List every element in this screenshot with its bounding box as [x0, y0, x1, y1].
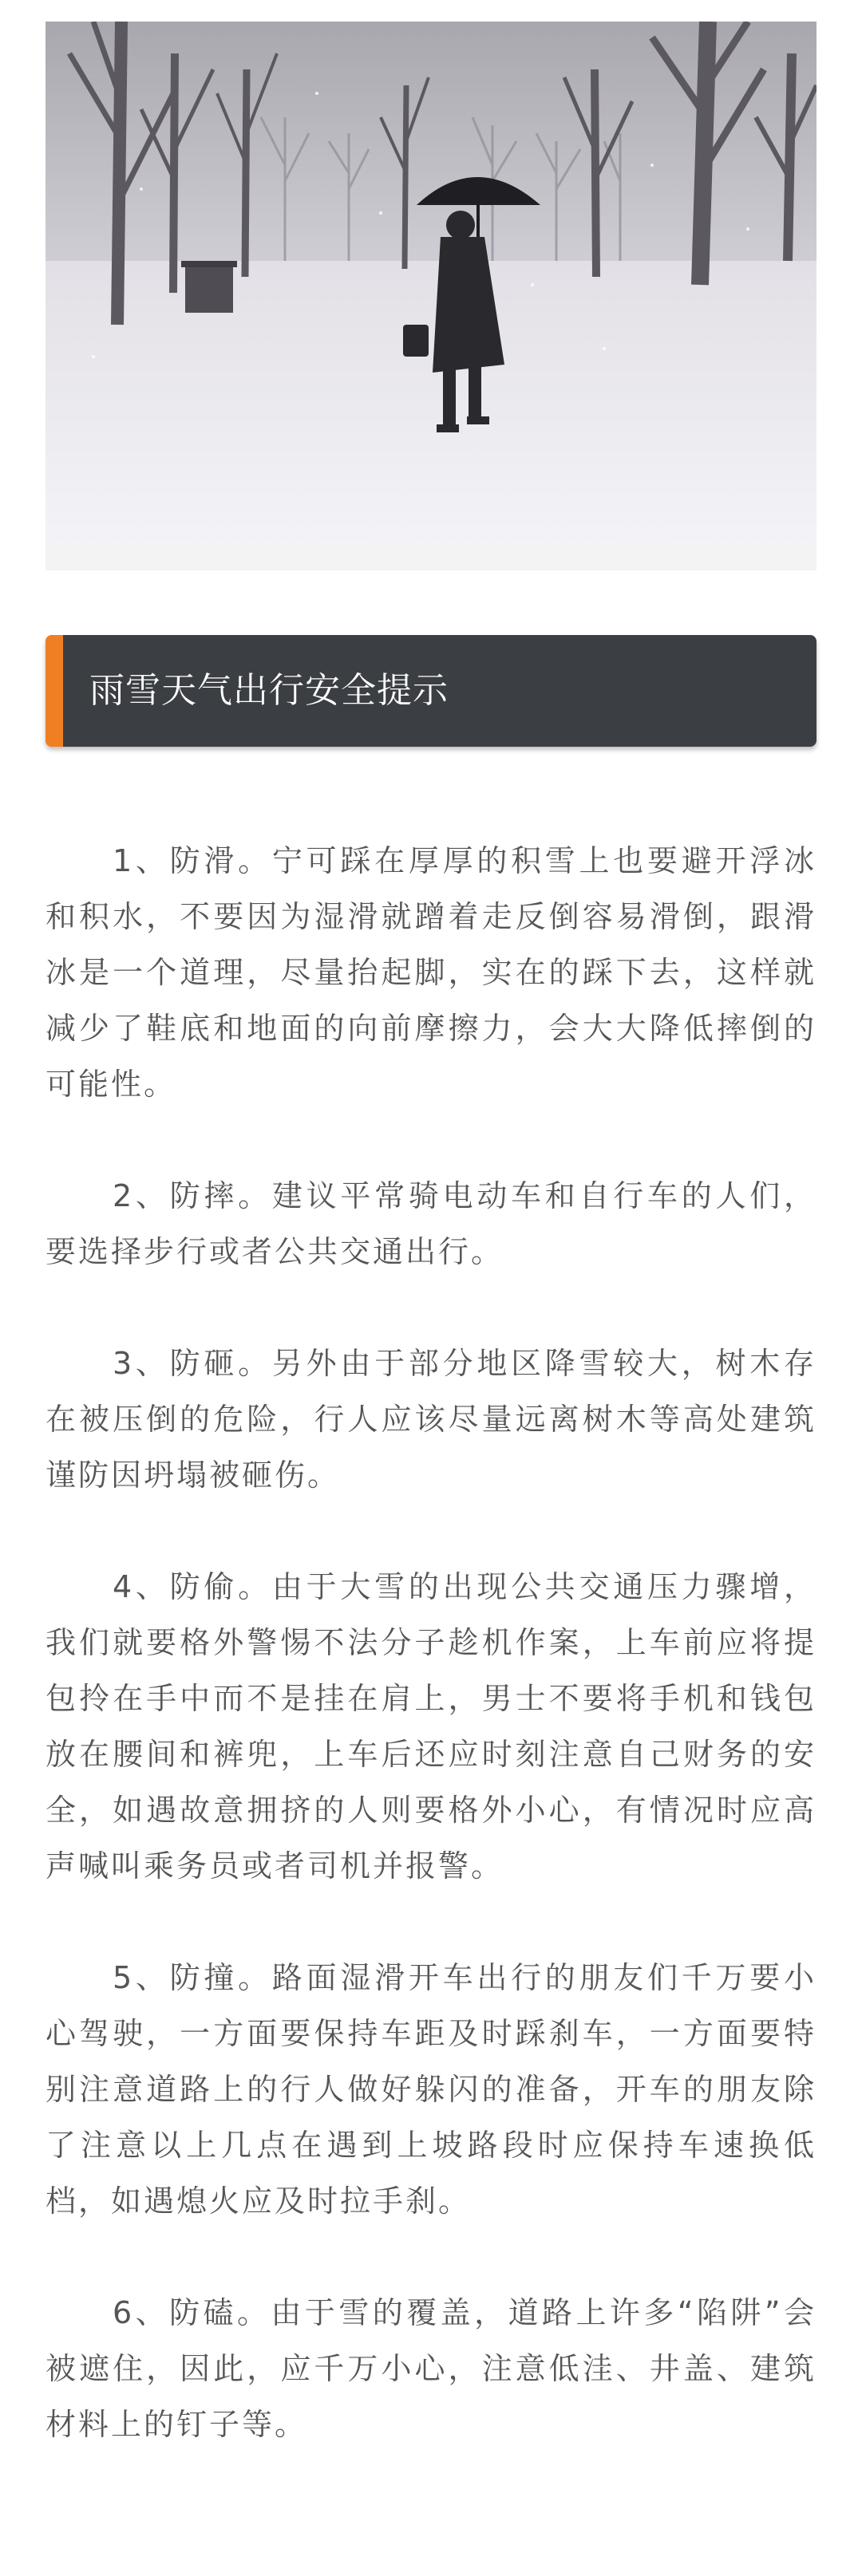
snow-scene-image [45, 22, 817, 546]
photo-caption-strip [45, 546, 817, 570]
hero-photo [45, 22, 817, 546]
section-title-bar [45, 635, 817, 747]
tip-paragraph-5: 5、防撞。路面湿滑开车出行的朋友们千万要小心驾驶，一方面要保持车距及时踩刹车，一方面要特别注意道路上的行人做好躲闪的准备，开车的朋友除了注意以上几点在遇到上坡路段时应保持车速换低档，如遇熄火应及时拉手刹。 [45, 1960, 817, 2219]
tip-paragraph-4: 4、防偷。由于大雪的出现公共交通压力骤增，我们就要格外警惕不法分子趁机作案，上车前应将提包拎在手中而不是挂在肩上，男士不要将手机和钱包放在腰间和裤兜，上车后还应时刻注意自己财务的安全，如遇故意拥挤的人则要格外小心，有情况时应高声喊叫乘务员或者司机并报警。 [45, 1569, 817, 1884]
title-accent-bar [45, 635, 63, 747]
tip-paragraph-1: 1、防滑。宁可踩在厚厚的积雪上也要避开浮冰和积水，不要因为湿滑就蹭着走反倒容易滑倒，跟滑冰是一个道理，尽量抬起脚，实在的踩下去，这样就减少了鞋底和地面的向前摩擦力，会大大降低摔倒的可能性。 [45, 843, 817, 1102]
section-title: 雨雪天气出行安全提示 [89, 670, 449, 711]
article-body [45, 833, 817, 2508]
tip-paragraph-6: 6、防磕。由于雪的覆盖，道路上许多“陷阱”会被遮住，因此，应千万小心，注意低洼、井盖、建筑材料上的钉子等。 [45, 2295, 817, 2442]
tip-paragraph-2: 2、防摔。建议平常骑电动车和自行车的人们，要选择步行或者公共交通出行。 [45, 1178, 817, 1269]
tip-paragraph-3: 3、防砸。另外由于部分地区降雪较大，树木存在被压倒的危险，行人应该尽量远离树木等高处建筑谨防因坍塌被砸伤。 [45, 1346, 817, 1493]
